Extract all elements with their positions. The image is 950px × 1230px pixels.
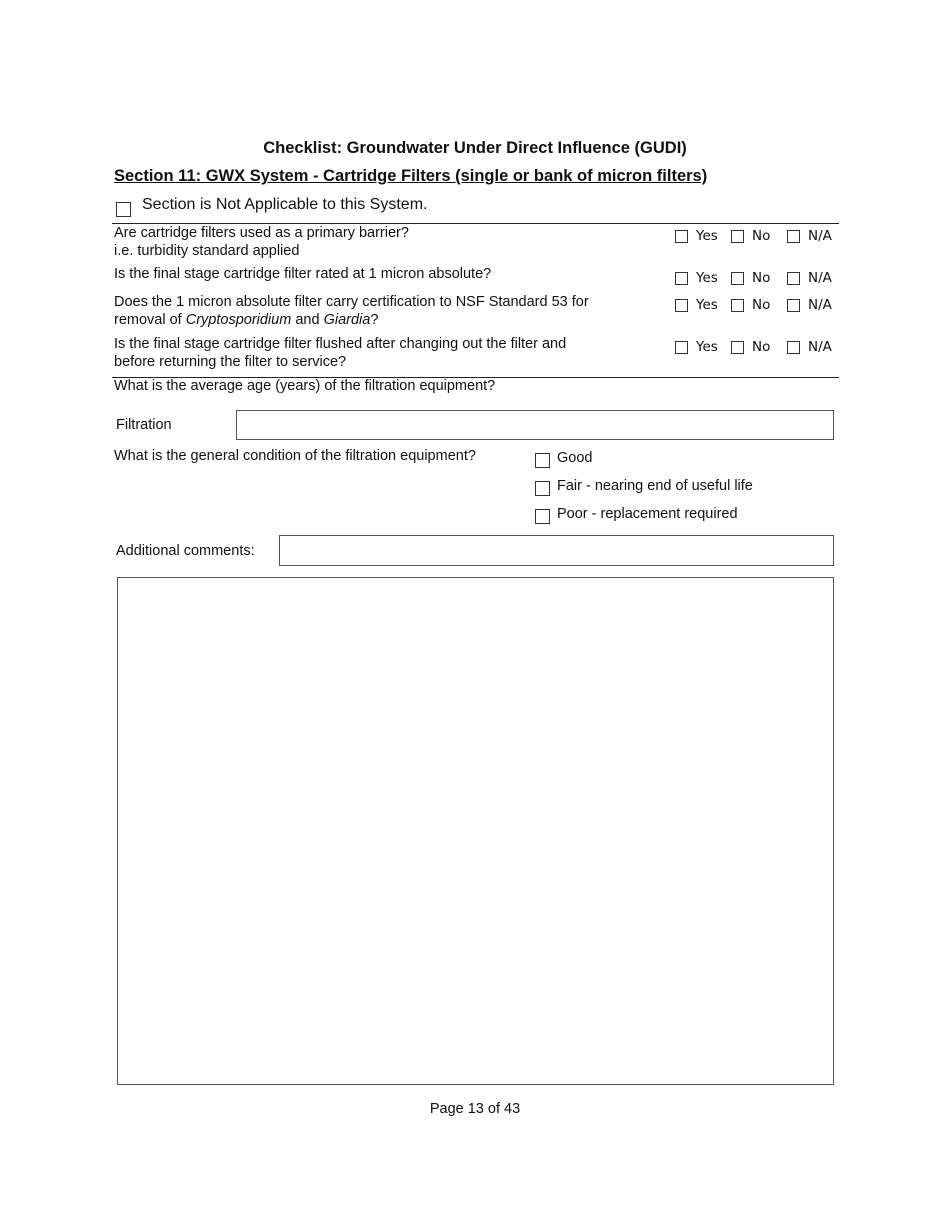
answer-group-q3 — [675, 297, 840, 317]
na-label: N/A — [808, 270, 832, 286]
yes-label: Yes — [696, 228, 718, 244]
good-checkbox[interactable] — [535, 453, 550, 468]
no-checkbox[interactable] — [731, 341, 744, 354]
question-text: Are cartridge filters used as a primary barrier? — [114, 225, 409, 241]
organism-name: Cryptosporidium — [185, 312, 292, 328]
yes-label: Yes — [696, 339, 718, 355]
yes-checkbox[interactable] — [675, 272, 688, 285]
yes-checkbox[interactable] — [675, 299, 688, 312]
organism-name: Giardia — [323, 312, 371, 328]
yes-label: Yes — [696, 297, 718, 313]
no-checkbox[interactable] — [731, 299, 744, 312]
question-nsf-certification — [114, 293, 589, 329]
yes-label: Yes — [696, 270, 718, 286]
question-subtext: before returning the filter to service? — [114, 354, 347, 370]
question-subtext: i.e. turbidity standard applied — [114, 243, 300, 259]
no-checkbox[interactable] — [731, 230, 744, 243]
age-question: What is the average age (years) of the filtration equipment? — [114, 378, 496, 394]
question-text: Is the final stage cartridge filter flushed after changing out the filter and — [114, 336, 567, 352]
question-micron-rating — [114, 265, 491, 283]
answer-group-q1 — [675, 228, 840, 248]
na-label: N/A — [808, 297, 832, 313]
form-title: Checklist: Groundwater Under Direct Influence (GUDI) — [263, 139, 687, 157]
question-text: Is the final stage cartridge filter rated at 1 micron absolute? — [114, 266, 492, 282]
option-label: Poor - replacement required — [557, 506, 738, 522]
na-checkbox[interactable] — [787, 230, 800, 243]
condition-question: What is the general condition of the filtration equipment? — [114, 448, 476, 464]
poor-checkbox[interactable] — [535, 509, 550, 524]
filtration-label: Filtration — [116, 417, 172, 433]
filtration-age-field[interactable] — [236, 410, 834, 440]
question-text: Does the 1 micron absolute filter carry certification to NSF Standard 53 for — [114, 294, 589, 310]
no-label: No — [752, 270, 771, 286]
yes-checkbox[interactable] — [675, 230, 688, 243]
comments-text-area[interactable] — [117, 577, 834, 1085]
section-heading: Section 11: GWX System - Cartridge Filters (single or bank of micron filters) — [114, 167, 708, 185]
option-label: Fair - nearing end of useful life — [557, 478, 753, 494]
answer-group-q4 — [675, 339, 840, 359]
no-checkbox[interactable] — [731, 272, 744, 285]
na-checkbox[interactable] — [787, 341, 800, 354]
question-subtext: removal of Cryptosporidium and Giardia? — [114, 312, 379, 328]
yes-checkbox[interactable] — [675, 341, 688, 354]
page-number: Page 13 of 43 — [429, 1101, 521, 1117]
question-primary-barrier — [114, 224, 409, 260]
no-label: No — [752, 297, 771, 313]
option-label: Good — [557, 450, 593, 466]
no-label: No — [752, 228, 771, 244]
comments-line-field[interactable] — [279, 535, 834, 566]
na-label: N/A — [808, 339, 832, 355]
question-filter-flushed — [114, 335, 566, 371]
not-applicable-label: Section is Not Applicable to this System. — [142, 196, 428, 213]
answer-group-q2 — [675, 270, 840, 290]
not-applicable-checkbox[interactable] — [116, 202, 131, 217]
na-label: N/A — [808, 228, 832, 244]
no-label: No — [752, 339, 771, 355]
na-checkbox[interactable] — [787, 299, 800, 312]
na-checkbox[interactable] — [787, 272, 800, 285]
comments-label: Additional comments: — [116, 543, 255, 559]
fair-checkbox[interactable] — [535, 481, 550, 496]
